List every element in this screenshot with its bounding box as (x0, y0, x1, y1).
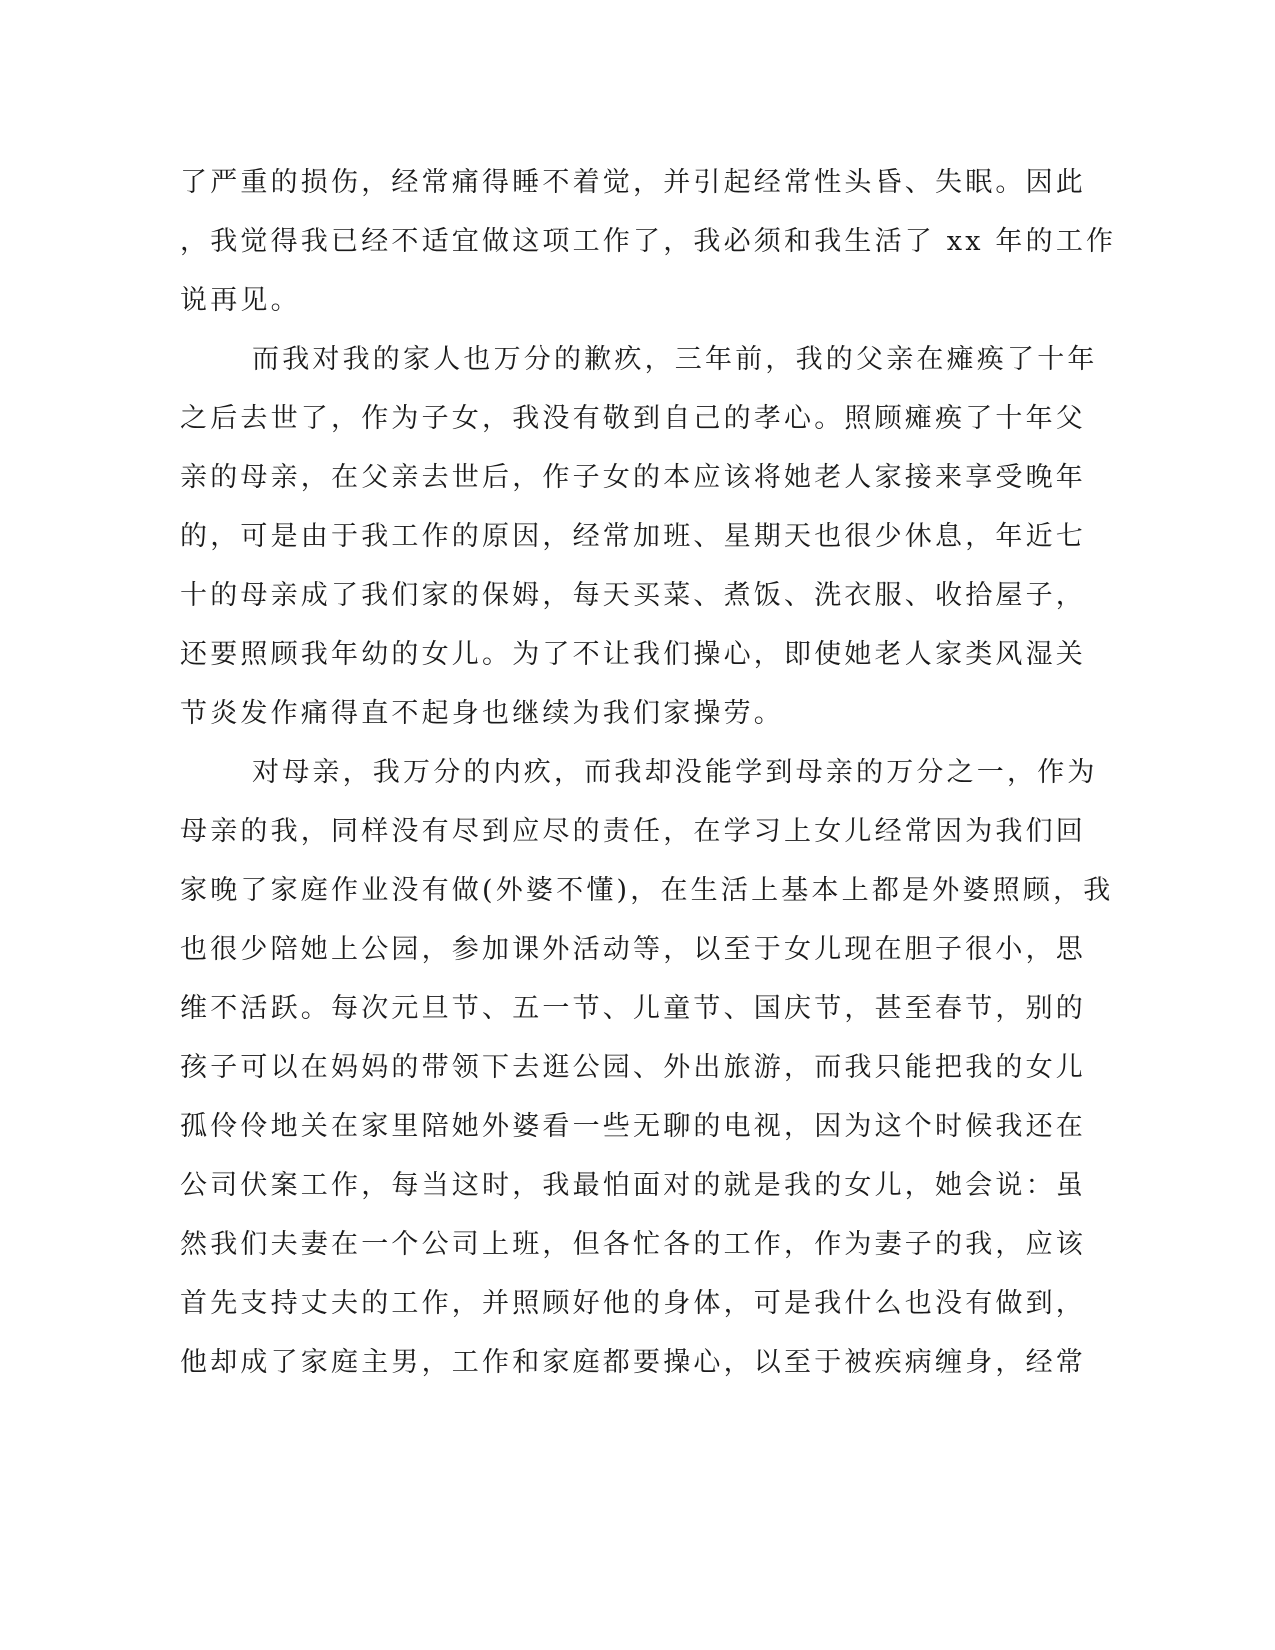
text-line: 的，可是由于我工作的原因，经常加班、星期天也很少休息，年近七 (180, 521, 1086, 552)
text-line: 公司伏案工作，每当这时，我最怕面对的就是我的女儿，她会说：虽 (180, 1170, 1086, 1201)
text-line: 之后去世了，作为子女，我没有敬到自己的孝心。照顾瘫痪了十年父 (180, 403, 1086, 434)
paragraph-first-line: 而我对我的家人也万分的歉疚，三年前，我的父亲在瘫痪了十年 (252, 344, 1098, 375)
text-line: 然我们夫妻在一个公司上班，但各忙各的工作，作为妻子的我，应该 (180, 1229, 1086, 1260)
text-line: 他却成了家庭主男，工作和家庭都要操心，以至于被疾病缠身，经常 (180, 1347, 1086, 1378)
document-body (180, 153, 1117, 1392)
text-line: 母亲的我，同样没有尽到应尽的责任，在学习上女儿经常因为我们回 (180, 816, 1086, 847)
text-line: 孤伶伶地关在家里陪她外婆看一些无聊的电视，因为这个时候我还在 (180, 1111, 1086, 1142)
text-line: 了严重的损伤，经常痛得睡不着觉，并引起经常性头昏、失眠。因此 (180, 167, 1086, 198)
text-line: 亲的母亲，在父亲去世后，作子女的本应该将她老人家接来享受晚年 (180, 462, 1086, 493)
text-line: 十的母亲成了我们家的保姆，每天买菜、煮饭、洗衣服、收拾屋子， (180, 580, 1086, 611)
text-line: 维不活跃。每次元旦节、五一节、儿童节、国庆节，甚至春节，别的 (180, 993, 1086, 1024)
text-line: 也很少陪她上公园，参加课外活动等，以至于女儿现在胆子很小，思 (180, 934, 1086, 965)
text-line: ，我觉得我已经不适宜做这项工作了，我必须和我生活了 xx 年的工作 (180, 226, 1117, 257)
paragraph-first-line: 对母亲，我万分的内疚，而我却没能学到母亲的万分之一，作为 (252, 757, 1098, 788)
text-line: 说再见。 (180, 285, 301, 316)
text-line: 节炎发作痛得直不起身也继续为我们家操劳。 (180, 698, 784, 729)
text-line: 家晚了家庭作业没有做(外婆不懂)，在生活上基本上都是外婆照顾，我 (180, 875, 1114, 906)
text-line: 孩子可以在妈妈的带领下去逛公园、外出旅游，而我只能把我的女儿 (180, 1052, 1086, 1083)
text-line: 还要照顾我年幼的女儿。为了不让我们操心，即使她老人家类风湿关 (180, 639, 1086, 670)
text-line: 首先支持丈夫的工作，并照顾好他的身体，可是我什么也没有做到， (180, 1288, 1086, 1319)
